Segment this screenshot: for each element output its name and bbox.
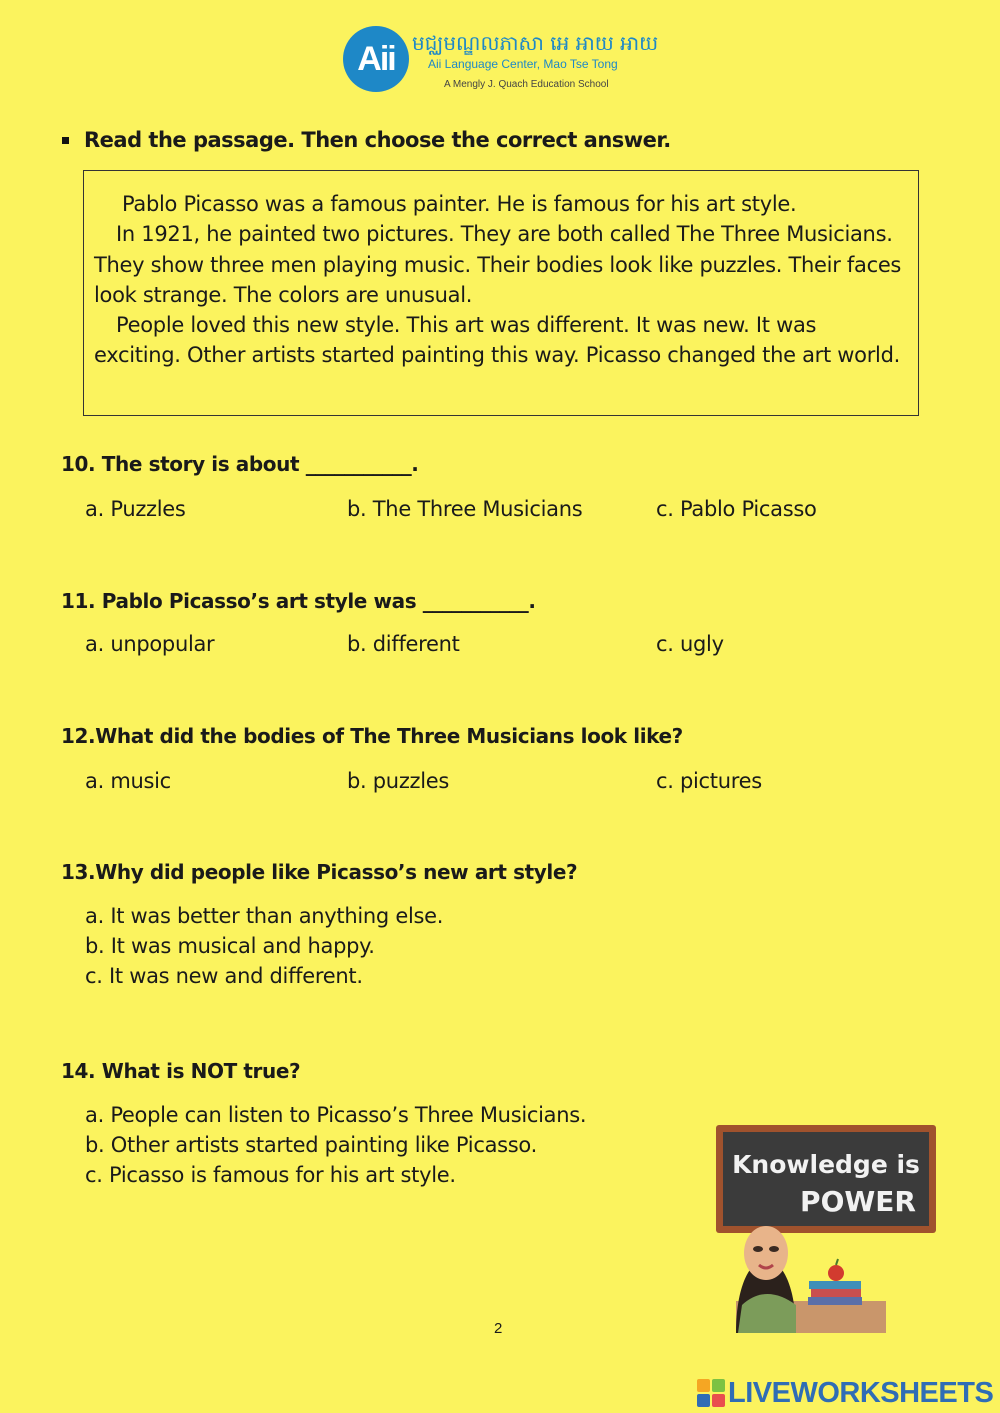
liveworksheets-logo-icon — [697, 1379, 725, 1407]
book — [808, 1297, 862, 1305]
page-number: 2 — [494, 1320, 503, 1337]
apple-icon — [828, 1265, 844, 1281]
question-13: 13.Why did people like Picasso’s new art style? — [61, 860, 578, 884]
book — [811, 1289, 861, 1297]
center-name: Aii Language Center, Mao Tse Tong — [428, 57, 618, 71]
board-line-2: POWER — [800, 1185, 916, 1218]
question-10: 10. The story is about ___________. — [61, 452, 419, 476]
q10-option-a[interactable]: a. Puzzles — [85, 497, 186, 521]
q11-option-c[interactable]: c. ugly — [656, 632, 724, 656]
aii-logo-badge: Aii — [343, 26, 409, 92]
passage-paragraph: Pablo Picasso was a famous painter. He is famous for his art style. — [122, 192, 797, 216]
board-line-1: Knowledge is — [732, 1150, 920, 1179]
center-khmer-name: មជ្ឈមណ្ឌលភាសា អេ អាយ អាយ — [412, 31, 659, 55]
q10-option-b[interactable]: b. The Three Musicians — [347, 497, 583, 521]
q14-option-a[interactable]: a. People can listen to Picasso’s Three Musicians. — [85, 1103, 587, 1127]
question-11: 11. Pablo Picasso’s art style was ___________. — [61, 589, 536, 613]
passage-paragraph: People loved this new style. This art was different. It was new. It was exciting. Other artists started painting this way. Picasso changed the art world. — [94, 313, 900, 368]
q12-option-b[interactable]: b. puzzles — [347, 769, 450, 793]
q12-option-a[interactable]: a. music — [85, 769, 171, 793]
q13-option-a[interactable]: a. It was better than anything else. — [85, 904, 444, 928]
passage-paragraph: In 1921, he painted two pictures. They are both called The Three Musicians. They show three men playing music. Their bodies look like puzzles. Their faces look strange. The colors are unusual. — [94, 222, 902, 307]
q10-option-c[interactable]: c. Pablo Picasso — [656, 497, 817, 521]
liveworksheets-wordmark: LIVEWORKSHEETS — [728, 1376, 994, 1409]
book — [809, 1281, 861, 1289]
knowledge-is-power-illustration — [716, 1105, 938, 1333]
q12-option-c[interactable]: c. pictures — [656, 769, 762, 793]
q13-option-b[interactable]: b. It was musical and happy. — [85, 934, 375, 958]
q11-option-a[interactable]: a. unpopular — [85, 632, 215, 656]
reading-passage — [83, 170, 919, 416]
q11-option-b[interactable]: b. different — [347, 632, 460, 656]
question-12: 12.What did the bodies of The Three Musicians look like? — [61, 724, 683, 748]
liveworksheets-brand[interactable] — [697, 1373, 993, 1413]
q14-option-b[interactable]: b. Other artists started painting like Picasso. — [85, 1133, 537, 1157]
instruction-heading: Read the passage. Then choose the correct answer. — [84, 128, 671, 152]
question-14: 14. What is NOT true? — [61, 1059, 301, 1083]
q13-option-c[interactable]: c. It was new and different. — [85, 964, 363, 988]
teacher-face — [744, 1226, 788, 1280]
school-line: A Mengly J. Quach Education School — [444, 79, 609, 90]
bullet-icon — [62, 137, 69, 144]
q14-option-c[interactable]: c. Picasso is famous for his art style. — [85, 1163, 456, 1187]
